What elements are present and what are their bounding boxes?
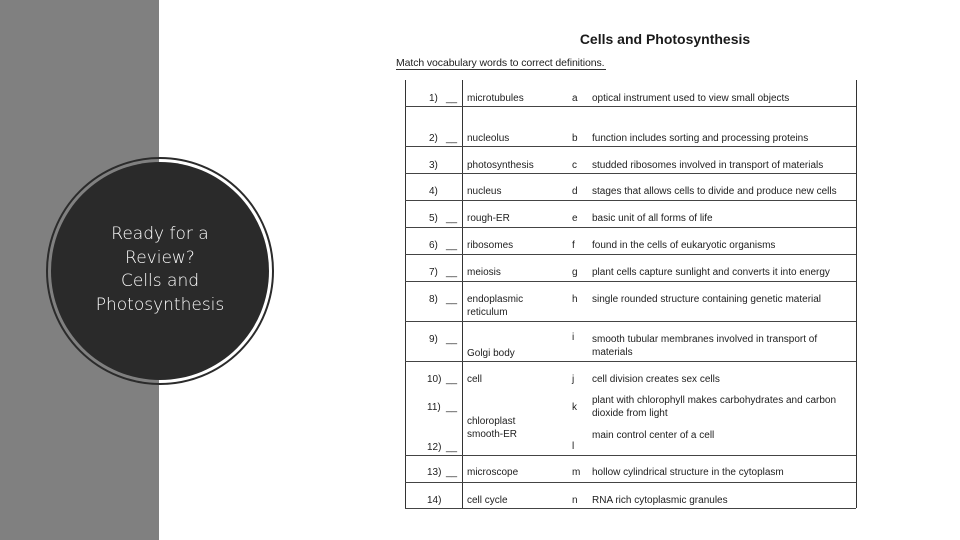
row-number: 6) [429,240,438,251]
vocab-term: ribosomes [467,240,514,251]
definition-letter: e [572,213,578,224]
vocab-term: nucleus [467,186,502,197]
table-row-divider [405,361,856,362]
definition-letter: g [572,267,578,278]
table-row-divider [405,227,856,228]
vocab-term: chloroplast [467,416,516,427]
table-row-divider [405,321,856,322]
badge-line: Ready for a [111,224,209,244]
row-number: 3) [429,160,438,171]
definition-text: main control center of a cell [592,430,715,441]
vocab-term: cell [467,374,483,385]
answer-blank: __ [446,133,458,144]
vocab-term: reticulum [467,307,508,318]
definition-text: studded ribosomes involved in transport of materials [592,160,824,171]
badge-text [65,223,255,317]
row-number: 12) [427,442,442,453]
definition-text: RNA rich cytoplasmic granules [592,495,728,506]
row-number: 7) [429,267,438,278]
table-divider [462,80,463,508]
definition-text: stages that allows cells to divide and produce new cells [592,186,837,197]
worksheet-instructions: Match vocabulary words to correct definitions. [396,57,605,69]
row-number: 9) [429,334,438,345]
table-row-divider [405,173,856,174]
vocab-term: endoplasmic [467,294,524,305]
vocab-term: nucleolus [467,133,510,144]
row-number: 5) [429,213,438,224]
vocab-term: meiosis [467,267,501,278]
definition-letter: b [572,133,578,144]
definition-text: basic unit of all forms of life [592,213,713,224]
table-row-divider [405,482,856,483]
badge-line: Photosynthesis [95,294,225,315]
vocab-term: photosynthesis [467,160,534,171]
badge-line: Cells and [120,271,200,291]
answer-blank: __ [446,267,458,278]
vocab-term: microscope [467,467,519,478]
definition-letter: a [572,93,578,104]
table-row-divider [405,508,856,509]
worksheet [380,0,880,540]
definition-letter: f [572,240,575,251]
table-border-left [405,80,406,508]
definition-letter: j [572,374,575,385]
row-number: 4) [429,186,438,197]
answer-blank: __ [446,402,458,413]
vocab-term: microtubules [467,93,524,104]
definition-text: found in the cells of eukaryotic organisms [592,240,776,251]
definition-text: optical instrument used to view small objects [592,93,790,104]
answer-blank: __ [446,93,458,104]
row-number: 10) [427,374,442,385]
row-number: 11) [427,402,441,413]
table-row-divider [405,254,856,255]
definition-letter: i [572,332,575,343]
definition-text: hollow cylindrical structure in the cytoplasm [592,467,784,478]
definition-text: cell division creates sex cells [592,374,720,385]
answer-blank: __ [446,334,458,345]
title-badge [51,162,269,380]
definition-text: single rounded structure containing genetic material [592,294,822,305]
badge-line: Review? [125,247,195,268]
vocab-term: rough-ER [467,213,510,224]
row-number: 2) [429,133,438,144]
row-number: 13) [427,467,442,478]
vocab-term: smooth-ER [467,429,518,440]
vocab-term: cell cycle [467,495,508,506]
vocab-term: Golgi body [467,348,515,359]
definition-text: smooth tubular membranes involved in transport of [592,334,818,345]
definition-letter: h [572,294,578,305]
definition-text: plant with chlorophyll makes carbohydrates and carbon [592,395,837,406]
answer-blank: __ [446,294,458,305]
definition-letter: c [572,160,577,171]
definition-letter: n [572,495,578,506]
table-row-divider [405,281,856,282]
row-number: 14) [427,495,442,506]
definition-text: function includes sorting and processing proteins [592,133,809,144]
table-row-divider [405,146,856,147]
definition-letter: l [572,441,575,452]
answer-blank: __ [446,240,458,251]
row-number: 8) [429,294,438,305]
definition-letter: d [572,186,578,197]
table-border-right [856,80,857,508]
answer-blank: __ [446,442,458,453]
worksheet-title: Cells and Photosynthesis [579,31,751,47]
definition-letter: k [572,402,577,413]
answer-blank: __ [446,374,458,385]
definition-text: materials [592,347,633,358]
table-row-divider [405,106,856,107]
answer-blank: __ [446,213,458,224]
table-row-divider [405,455,856,456]
answer-blank: __ [446,467,458,478]
definition-text: dioxide from light [592,408,668,419]
definition-text: plant cells capture sunlight and converts it into energy [592,267,830,278]
table-row-divider [405,200,856,201]
row-number: 1) [429,93,438,104]
definition-letter: m [572,467,581,478]
